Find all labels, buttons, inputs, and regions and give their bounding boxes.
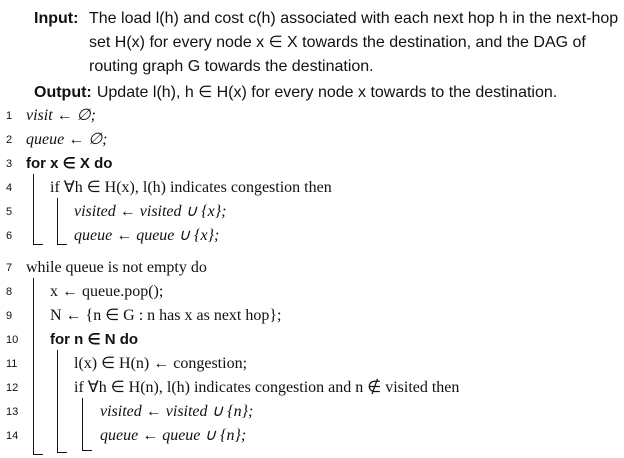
for-block-end bbox=[33, 244, 43, 245]
inner-if-block-end bbox=[82, 450, 92, 451]
while-block-bar bbox=[33, 278, 34, 454]
inner-for-block-bar bbox=[57, 350, 58, 452]
inner-for-block-end bbox=[57, 452, 67, 453]
if-block-bar bbox=[57, 198, 58, 244]
while-block-end bbox=[33, 454, 43, 455]
input-line-2: set H(x) for every node x ∈ X towards the destination, and the DAG of bbox=[89, 34, 586, 51]
output-label: Output: bbox=[34, 84, 92, 101]
output-block bbox=[34, 80, 557, 105]
input-label: Input: bbox=[34, 10, 79, 27]
input-line-3: routing graph G towards the destination. bbox=[89, 58, 374, 75]
input-line-1: The load l(h) and cost c(h) associated with each next hop h in the next-hop bbox=[89, 10, 619, 27]
input-block bbox=[34, 6, 78, 31]
if-block-end bbox=[57, 244, 67, 245]
inner-if-block-bar bbox=[82, 398, 83, 450]
output-text: Update l(h), h ∈ H(x) for every node x towards to the destination. bbox=[96, 84, 558, 101]
for-block-bar bbox=[33, 174, 34, 244]
